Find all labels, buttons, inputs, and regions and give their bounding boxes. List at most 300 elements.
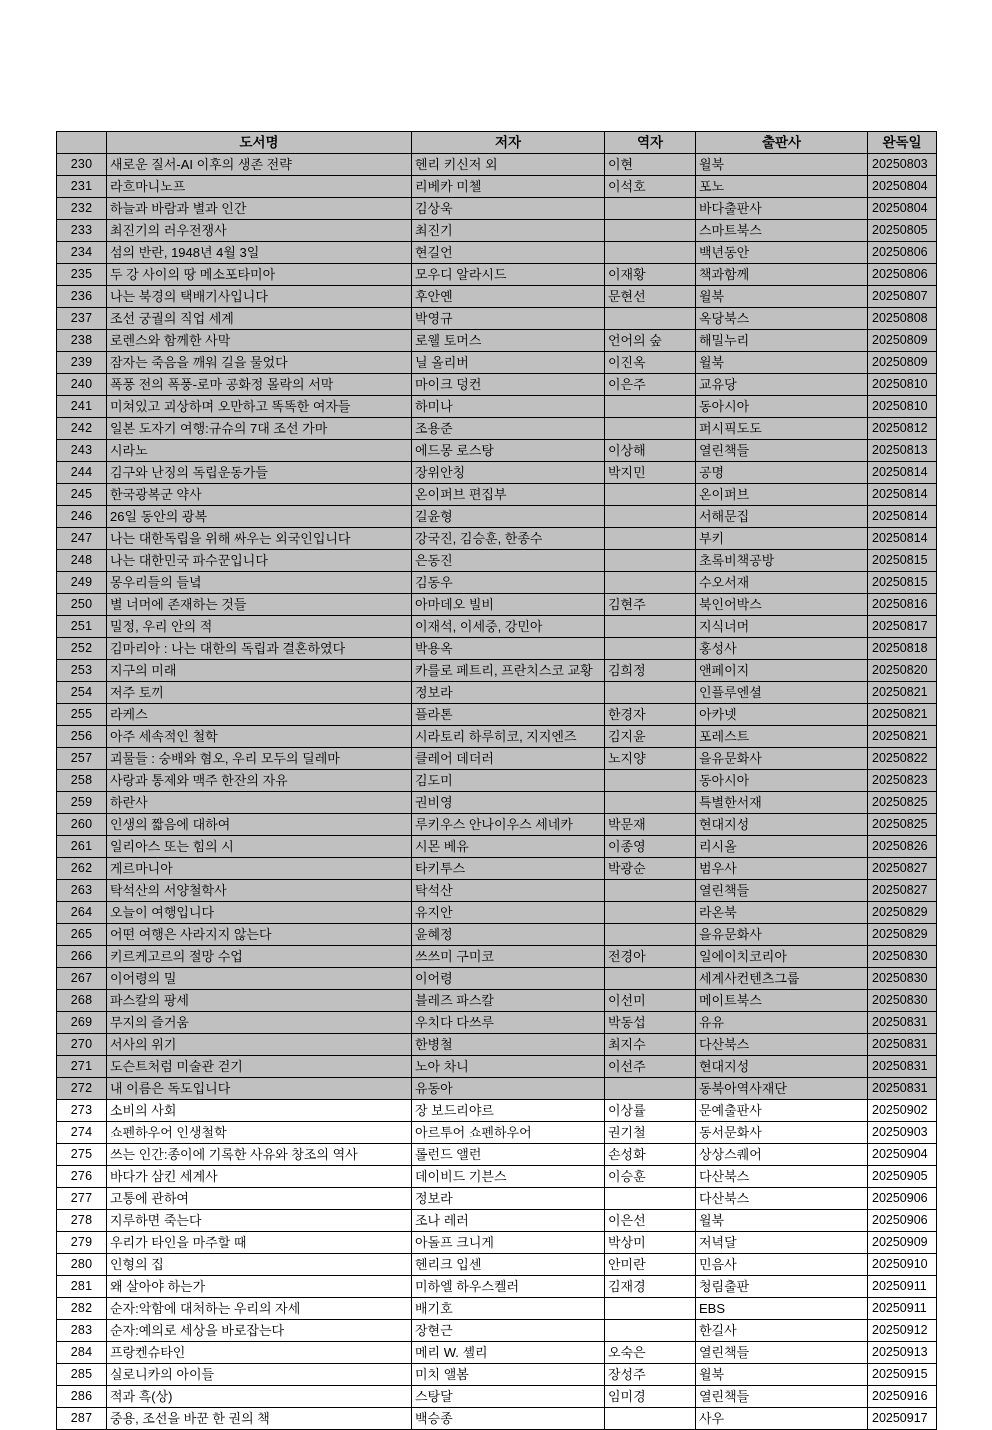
cell-title: 순자:악함에 대처하는 우리의 자세 [107, 1298, 412, 1320]
cell-title: 쇼펜하우어 인생철학 [107, 1122, 412, 1144]
cell-index: 261 [57, 836, 107, 858]
cell-author: 에드몽 로스탕 [412, 440, 605, 462]
column-header-publisher: 출판사 [696, 132, 868, 154]
table-row [57, 418, 937, 440]
cell-title: 우리가 타인을 마주할 때 [107, 1232, 412, 1254]
table-row [57, 1254, 937, 1276]
cell-index: 242 [57, 418, 107, 440]
cell-translator: 권기철 [605, 1122, 696, 1144]
cell-title: 실로니카의 아이들 [107, 1364, 412, 1386]
cell-date: 20250821 [868, 704, 937, 726]
cell-translator [605, 682, 696, 704]
cell-publisher: 청림출판 [696, 1276, 868, 1298]
cell-publisher: 세계사컨텐츠그룹 [696, 968, 868, 990]
table-row [57, 396, 937, 418]
cell-publisher: 해밀누리 [696, 330, 868, 352]
cell-author: 정보라 [412, 682, 605, 704]
cell-publisher: 범우사 [696, 858, 868, 880]
cell-date: 20250816 [868, 594, 937, 616]
cell-title: 순자:예의로 세상을 바로잡는다 [107, 1320, 412, 1342]
cell-translator [605, 616, 696, 638]
cell-index: 241 [57, 396, 107, 418]
cell-publisher: 민음사 [696, 1254, 868, 1276]
cell-publisher: 열린책들 [696, 880, 868, 902]
table-row [57, 176, 937, 198]
cell-publisher: 동아시아 [696, 396, 868, 418]
cell-author: 탁석산 [412, 880, 605, 902]
cell-author: 노아 차니 [412, 1056, 605, 1078]
cell-publisher: 을유문화사 [696, 924, 868, 946]
cell-translator: 손성화 [605, 1144, 696, 1166]
book-list-table [56, 131, 937, 1430]
cell-translator: 이현 [605, 154, 696, 176]
cell-title: 일본 도자기 여행:규슈의 7대 조선 가마 [107, 418, 412, 440]
cell-date: 20250808 [868, 308, 937, 330]
cell-translator: 박광순 [605, 858, 696, 880]
cell-publisher: 포노 [696, 176, 868, 198]
cell-publisher: 앤페이지 [696, 660, 868, 682]
cell-translator: 최지수 [605, 1034, 696, 1056]
cell-date: 20250825 [868, 814, 937, 836]
table-row [57, 1386, 937, 1408]
cell-index: 251 [57, 616, 107, 638]
cell-index: 253 [57, 660, 107, 682]
cell-title: 김마리아 : 나는 대한의 독립과 결혼하였다 [107, 638, 412, 660]
cell-date: 20250902 [868, 1100, 937, 1122]
cell-title: 어떤 여행은 사라지지 않는다 [107, 924, 412, 946]
cell-publisher: 백년동안 [696, 242, 868, 264]
cell-title: 이어령의 밀 [107, 968, 412, 990]
cell-index: 262 [57, 858, 107, 880]
cell-title: 중용, 조선을 바꾼 한 권의 책 [107, 1408, 412, 1430]
cell-date: 20250817 [868, 616, 937, 638]
table-row [57, 198, 937, 220]
cell-publisher: 공명 [696, 462, 868, 484]
cell-author: 길윤형 [412, 506, 605, 528]
cell-publisher: 스마트북스 [696, 220, 868, 242]
cell-index: 277 [57, 1188, 107, 1210]
cell-publisher: 윌북 [696, 352, 868, 374]
cell-publisher: 문예출판사 [696, 1100, 868, 1122]
cell-author: 모우디 알라시드 [412, 264, 605, 286]
cell-title: 김구와 난징의 독립운동가들 [107, 462, 412, 484]
table-row [57, 1122, 937, 1144]
cell-date: 20250820 [868, 660, 937, 682]
cell-date: 20250813 [868, 440, 937, 462]
cell-date: 20250830 [868, 968, 937, 990]
cell-publisher: 옥당북스 [696, 308, 868, 330]
cell-date: 20250806 [868, 242, 937, 264]
table-row [57, 836, 937, 858]
table-header [57, 132, 937, 154]
cell-title: 탁석산의 서양철학사 [107, 880, 412, 902]
cell-author: 루키우스 안나이우스 세네카 [412, 814, 605, 836]
cell-index: 248 [57, 550, 107, 572]
cell-translator: 이선미 [605, 990, 696, 1012]
cell-publisher: 윌북 [696, 1210, 868, 1232]
cell-author: 이어령 [412, 968, 605, 990]
cell-translator: 박지민 [605, 462, 696, 484]
cell-index: 259 [57, 792, 107, 814]
cell-publisher: 특별한서재 [696, 792, 868, 814]
cell-title: 새로운 질서-AI 이후의 생존 전략 [107, 154, 412, 176]
cell-author: 장 보드리야르 [412, 1100, 605, 1122]
cell-index: 256 [57, 726, 107, 748]
cell-index: 252 [57, 638, 107, 660]
table-row [57, 682, 937, 704]
cell-author: 권비영 [412, 792, 605, 814]
table-row [57, 902, 937, 924]
cell-author: 장위안칭 [412, 462, 605, 484]
cell-title: 인형의 집 [107, 1254, 412, 1276]
cell-title: 시라노 [107, 440, 412, 462]
cell-translator: 이재황 [605, 264, 696, 286]
table-row [57, 924, 937, 946]
cell-title: 왜 살아야 하는가 [107, 1276, 412, 1298]
table-row [57, 814, 937, 836]
cell-index: 275 [57, 1144, 107, 1166]
cell-translator [605, 528, 696, 550]
cell-date: 20250803 [868, 154, 937, 176]
cell-author: 헨리크 입센 [412, 1254, 605, 1276]
cell-translator: 임미경 [605, 1386, 696, 1408]
cell-publisher: 지식너머 [696, 616, 868, 638]
cell-index: 278 [57, 1210, 107, 1232]
cell-author: 온이퍼브 편집부 [412, 484, 605, 506]
cell-translator: 이종영 [605, 836, 696, 858]
cell-date: 20250829 [868, 902, 937, 924]
cell-author: 블레즈 파스칼 [412, 990, 605, 1012]
cell-date: 20250825 [868, 792, 937, 814]
cell-index: 239 [57, 352, 107, 374]
cell-publisher: 부키 [696, 528, 868, 550]
cell-publisher: 퍼시픽도도 [696, 418, 868, 440]
cell-date: 20250804 [868, 198, 937, 220]
cell-author: 아돌프 크니게 [412, 1232, 605, 1254]
cell-author: 윤혜정 [412, 924, 605, 946]
cell-index: 274 [57, 1122, 107, 1144]
cell-publisher: 포레스트 [696, 726, 868, 748]
cell-index: 276 [57, 1166, 107, 1188]
cell-index: 287 [57, 1408, 107, 1430]
cell-author: 장현근 [412, 1320, 605, 1342]
cell-date: 20250830 [868, 946, 937, 968]
cell-title: 로렌스와 함께한 사막 [107, 330, 412, 352]
cell-date: 20250818 [868, 638, 937, 660]
cell-date: 20250804 [868, 176, 937, 198]
cell-title: 내 이름은 독도입니다 [107, 1078, 412, 1100]
table-row [57, 1298, 937, 1320]
table-row [57, 880, 937, 902]
table-row [57, 1056, 937, 1078]
cell-publisher: 열린책들 [696, 1342, 868, 1364]
cell-translator [605, 1188, 696, 1210]
cell-translator: 박동섭 [605, 1012, 696, 1034]
cell-date: 20250812 [868, 418, 937, 440]
cell-index: 233 [57, 220, 107, 242]
cell-publisher: 다산북스 [696, 1034, 868, 1056]
cell-publisher: 북인어박스 [696, 594, 868, 616]
table-row [57, 286, 937, 308]
cell-date: 20250823 [868, 770, 937, 792]
cell-index: 285 [57, 1364, 107, 1386]
cell-title: 한국광복군 약사 [107, 484, 412, 506]
cell-author: 우치다 다쓰루 [412, 1012, 605, 1034]
cell-translator [605, 902, 696, 924]
cell-title: 게르마니아 [107, 858, 412, 880]
cell-author: 유동아 [412, 1078, 605, 1100]
cell-title: 두 강 사이의 땅 메소포타미아 [107, 264, 412, 286]
cell-translator: 문현선 [605, 286, 696, 308]
cell-publisher: 을유문화사 [696, 748, 868, 770]
cell-title: 프랑켄슈타인 [107, 1342, 412, 1364]
table-row [57, 264, 937, 286]
cell-translator [605, 1320, 696, 1342]
cell-translator [605, 1078, 696, 1100]
cell-index: 240 [57, 374, 107, 396]
table-body [57, 154, 937, 1430]
table-row [57, 220, 937, 242]
cell-author: 유지안 [412, 902, 605, 924]
cell-title: 최진기의 러우전쟁사 [107, 220, 412, 242]
cell-publisher: 저녁달 [696, 1232, 868, 1254]
cell-index: 266 [57, 946, 107, 968]
cell-index: 271 [57, 1056, 107, 1078]
cell-author: 배기호 [412, 1298, 605, 1320]
cell-author: 조용준 [412, 418, 605, 440]
cell-title: 나는 대한민국 파수꾼입니다 [107, 550, 412, 572]
cell-translator [605, 638, 696, 660]
cell-publisher: 바다출판사 [696, 198, 868, 220]
cell-publisher: 현대지성 [696, 814, 868, 836]
cell-publisher: EBS [696, 1298, 868, 1320]
book-list-sheet [56, 131, 936, 1430]
cell-title: 일리아스 또는 힘의 시 [107, 836, 412, 858]
cell-author: 한병철 [412, 1034, 605, 1056]
cell-author: 미치 앨봄 [412, 1364, 605, 1386]
cell-author: 현길언 [412, 242, 605, 264]
cell-publisher: 라온북 [696, 902, 868, 924]
cell-publisher: 홍성사 [696, 638, 868, 660]
table-row [57, 330, 937, 352]
cell-translator [605, 506, 696, 528]
cell-date: 20250915 [868, 1364, 937, 1386]
cell-date: 20250807 [868, 286, 937, 308]
table-row [57, 550, 937, 572]
cell-translator [605, 792, 696, 814]
cell-title: 키르케고르의 절망 수업 [107, 946, 412, 968]
table-row [57, 1078, 937, 1100]
table-row [57, 440, 937, 462]
cell-publisher: 책과함께 [696, 264, 868, 286]
table-row [57, 1012, 937, 1034]
cell-date: 20250909 [868, 1232, 937, 1254]
header-row [57, 132, 937, 154]
cell-publisher: 열린책들 [696, 1386, 868, 1408]
cell-translator [605, 242, 696, 264]
table-row [57, 1188, 937, 1210]
cell-date: 20250827 [868, 858, 937, 880]
cell-publisher: 동북아역사재단 [696, 1078, 868, 1100]
cell-date: 20250912 [868, 1320, 937, 1342]
cell-author: 하미나 [412, 396, 605, 418]
cell-publisher: 일에이치코리아 [696, 946, 868, 968]
cell-title: 아주 세속적인 철학 [107, 726, 412, 748]
cell-date: 20250822 [868, 748, 937, 770]
cell-translator [605, 484, 696, 506]
cell-author: 데이비드 기븐스 [412, 1166, 605, 1188]
table-row [57, 528, 937, 550]
cell-translator: 이은주 [605, 374, 696, 396]
cell-title: 별 너머에 존재하는 것들 [107, 594, 412, 616]
cell-author: 은동진 [412, 550, 605, 572]
table-row [57, 506, 937, 528]
cell-translator [605, 198, 696, 220]
cell-translator: 노지양 [605, 748, 696, 770]
cell-index: 247 [57, 528, 107, 550]
cell-date: 20250814 [868, 462, 937, 484]
cell-date: 20250904 [868, 1144, 937, 1166]
cell-title: 잠자는 죽음을 깨워 길을 물었다 [107, 352, 412, 374]
cell-index: 264 [57, 902, 107, 924]
cell-title: 고통에 관하여 [107, 1188, 412, 1210]
table-row [57, 858, 937, 880]
cell-translator: 김희정 [605, 660, 696, 682]
cell-index: 232 [57, 198, 107, 220]
cell-date: 20250814 [868, 506, 937, 528]
cell-translator [605, 396, 696, 418]
cell-author: 아르투어 쇼펜하우어 [412, 1122, 605, 1144]
cell-publisher: 교유당 [696, 374, 868, 396]
table-row [57, 616, 937, 638]
cell-translator [605, 418, 696, 440]
cell-author: 아마데오 빌비 [412, 594, 605, 616]
cell-author: 박용옥 [412, 638, 605, 660]
cell-translator: 안미란 [605, 1254, 696, 1276]
table-row [57, 572, 937, 594]
cell-title: 섬의 반란, 1948년 4월 3일 [107, 242, 412, 264]
cell-author: 김도미 [412, 770, 605, 792]
cell-title: 하늘과 바람과 별과 인간 [107, 198, 412, 220]
cell-translator: 이상률 [605, 1100, 696, 1122]
cell-translator: 김재경 [605, 1276, 696, 1298]
cell-index: 246 [57, 506, 107, 528]
cell-title: 서사의 위기 [107, 1034, 412, 1056]
cell-publisher: 윌북 [696, 286, 868, 308]
cell-publisher: 유유 [696, 1012, 868, 1034]
cell-translator [605, 880, 696, 902]
cell-date: 20250831 [868, 1056, 937, 1078]
cell-title: 도슨트처럼 미술관 걷기 [107, 1056, 412, 1078]
cell-title: 바다가 삼킨 세계사 [107, 1166, 412, 1188]
cell-date: 20250831 [868, 1012, 937, 1034]
column-header-index [57, 132, 107, 154]
cell-date: 20250805 [868, 220, 937, 242]
cell-author: 쓰쓰미 구미코 [412, 946, 605, 968]
column-header-title: 도서명 [107, 132, 412, 154]
cell-date: 20250831 [868, 1078, 937, 1100]
cell-publisher: 동아시아 [696, 770, 868, 792]
cell-author: 조나 레러 [412, 1210, 605, 1232]
table-row [57, 792, 937, 814]
cell-index: 260 [57, 814, 107, 836]
cell-author: 리베카 미첼 [412, 176, 605, 198]
cell-publisher: 서해문집 [696, 506, 868, 528]
cell-author: 미하엘 하우스켈러 [412, 1276, 605, 1298]
cell-index: 235 [57, 264, 107, 286]
cell-author: 박영규 [412, 308, 605, 330]
cell-translator: 오숙은 [605, 1342, 696, 1364]
cell-translator [605, 220, 696, 242]
cell-date: 20250831 [868, 1034, 937, 1056]
cell-translator [605, 308, 696, 330]
cell-date: 20250810 [868, 374, 937, 396]
cell-translator [605, 968, 696, 990]
table-row [57, 1232, 937, 1254]
cell-author: 김상욱 [412, 198, 605, 220]
cell-publisher: 리시올 [696, 836, 868, 858]
cell-title: 폭풍 전의 폭풍-로마 공화정 몰락의 서막 [107, 374, 412, 396]
cell-title: 적과 흑(상) [107, 1386, 412, 1408]
table-row [57, 638, 937, 660]
table-row [57, 946, 937, 968]
cell-title: 소비의 사회 [107, 1100, 412, 1122]
cell-index: 280 [57, 1254, 107, 1276]
cell-publisher: 초록비책공방 [696, 550, 868, 572]
cell-translator [605, 1408, 696, 1430]
cell-author: 시몬 베유 [412, 836, 605, 858]
table-row [57, 1144, 937, 1166]
table-row [57, 726, 937, 748]
cell-publisher: 한길사 [696, 1320, 868, 1342]
cell-title: 지루하면 죽는다 [107, 1210, 412, 1232]
cell-author: 마이크 덩컨 [412, 374, 605, 396]
cell-date: 20250906 [868, 1210, 937, 1232]
table-row [57, 462, 937, 484]
cell-date: 20250810 [868, 396, 937, 418]
cell-author: 후안옌 [412, 286, 605, 308]
cell-title: 미쳐있고 괴상하며 오만하고 똑똑한 여자들 [107, 396, 412, 418]
table-row [57, 308, 937, 330]
table-row [57, 1034, 937, 1056]
cell-translator [605, 924, 696, 946]
cell-index: 244 [57, 462, 107, 484]
table-row [57, 154, 937, 176]
cell-author: 헨리 키신저 외 [412, 154, 605, 176]
column-header-translator: 역자 [605, 132, 696, 154]
cell-date: 20250903 [868, 1122, 937, 1144]
cell-title: 오늘이 여행입니다 [107, 902, 412, 924]
cell-publisher: 동서문화사 [696, 1122, 868, 1144]
table-row [57, 990, 937, 1012]
cell-index: 234 [57, 242, 107, 264]
cell-publisher: 온이퍼브 [696, 484, 868, 506]
cell-index: 238 [57, 330, 107, 352]
cell-author: 플라톤 [412, 704, 605, 726]
cell-date: 20250829 [868, 924, 937, 946]
table-row [57, 1210, 937, 1232]
cell-date: 20250821 [868, 682, 937, 704]
cell-author: 카를로 페트리, 프란치스코 교황 [412, 660, 605, 682]
cell-translator: 이진옥 [605, 352, 696, 374]
cell-index: 279 [57, 1232, 107, 1254]
cell-publisher: 윌북 [696, 1364, 868, 1386]
cell-translator: 박상미 [605, 1232, 696, 1254]
cell-publisher: 수오서재 [696, 572, 868, 594]
cell-index: 265 [57, 924, 107, 946]
cell-translator: 전경아 [605, 946, 696, 968]
cell-publisher: 메이트북스 [696, 990, 868, 1012]
